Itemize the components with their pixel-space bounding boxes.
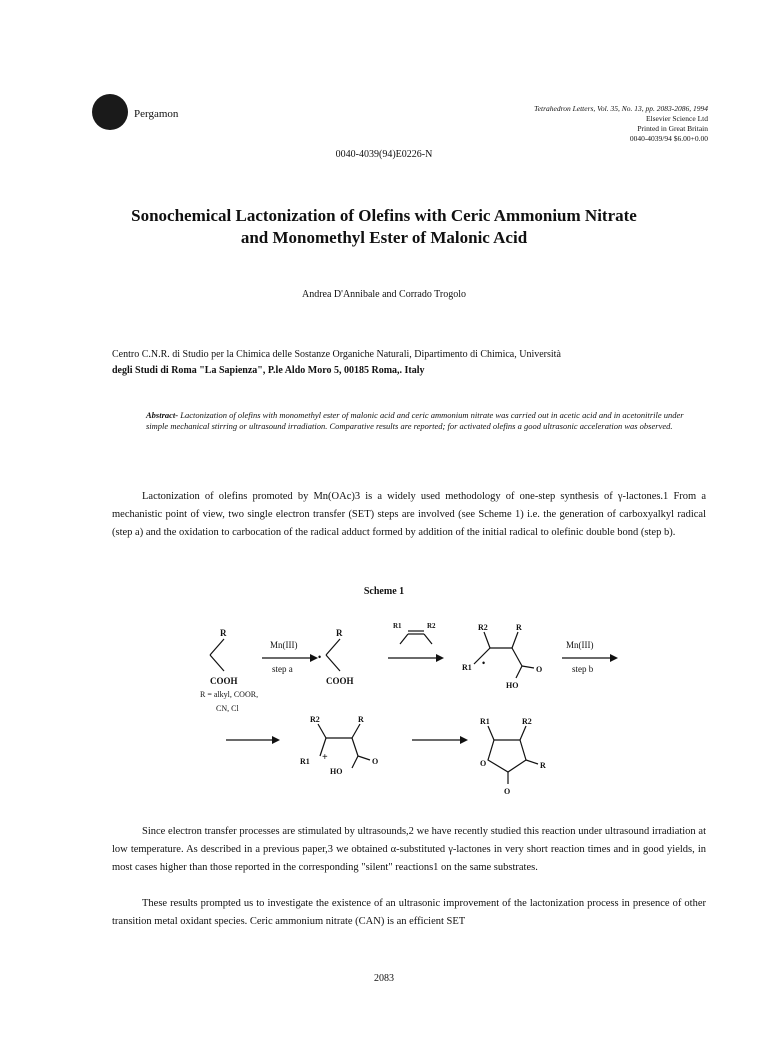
title-line-1: Sonochemical Lactonization of Olefins with Ceric Ammonium Nitrate [131, 206, 637, 225]
scheme-m3-ho: HO [506, 681, 519, 690]
scheme-m4-o: O [372, 757, 379, 766]
scheme-m5-r1: R1 [480, 717, 490, 726]
scheme-m3-dot: • [482, 658, 486, 668]
scheme-m3-r2: R2 [478, 623, 488, 632]
scheme-m4-r1: R1 [300, 757, 310, 766]
scheme-r-definition-1: R = alkyl, COOR, [200, 690, 259, 699]
scheme-mn-b: Mn(III) [566, 640, 594, 650]
affiliation-line-1: Centro C.N.R. di Studio per la Chimica delle Sostanze Organiche Naturali, Dipartimento di Chimica, Università [112, 349, 561, 360]
scheme-olefin-r2: R2 [427, 622, 436, 630]
scheme-m5-r2: R2 [522, 717, 532, 726]
scheme-r-definition-2: CN, Cl [216, 704, 239, 713]
scheme-m4-plus: + [322, 752, 328, 763]
scheme-m4-ho: HO [330, 767, 343, 776]
scheme-m4-r: R [358, 715, 364, 724]
publisher-name: Pergamon [134, 108, 179, 120]
printed-line: Printed in Great Britain [637, 124, 708, 133]
scheme-r-2: R [336, 628, 343, 638]
scheme-cooh-1: COOH [210, 676, 238, 686]
scheme-step-b: step b [572, 664, 594, 674]
scheme-step-a: step a [272, 664, 293, 674]
paragraph-2: Since electron transfer processes are stimulated by ultrasounds,2 we have recently studied this reaction under ultrasound irradiation at low temperature. As described in a previous paper,3 we obtained α-substituted γ-lactones in very short reaction times and in good yields, in most cases higher than those reported in the corresponding "silent" reactions1 on the same substrates. [112, 826, 706, 873]
scheme-r-1: R [220, 628, 227, 638]
scheme-label: Scheme 1 [363, 586, 405, 597]
authors: Andrea D'Annibale and Corrado Trogolo [302, 289, 466, 300]
scheme-m5-r: R [540, 761, 546, 770]
scheme-cooh-2: COOH [326, 676, 354, 686]
abstract-label: Abstract- [146, 410, 179, 420]
abstract-text: Lactonization of olefins with monomethyl ester of malonic acid and ceric ammonium nitrate was carried out in acetic acid and in acetonitrile under simple mechanical stirring or ultrasound irradiation. Comparative results are reported; for activated olefins a good ultrasonic acceleration was observed. [146, 410, 684, 431]
scheme-m4-r2: R2 [310, 715, 320, 724]
scheme-m3-r: R [516, 623, 522, 632]
doi: 0040-4039(94)E0226-N [335, 149, 433, 160]
scheme-m3-o: O [536, 665, 543, 674]
scheme-radical-dot: • [318, 652, 322, 662]
scheme-m3-r1: R1 [462, 663, 472, 672]
paragraph-3: These results prompted us to investigate the existence of an ultrasonic improvement of the lactonization process in presence of other transition metal oxidant species. Ceric ammonium nitrate (CAN) is an efficient SET [112, 898, 706, 927]
scheme-olefin-r1: R1 [393, 622, 402, 630]
paragraph-1: Lactonization of olefins promoted by Mn(OAc)3 is a widely used methodology of one-step synthesis of γ-lactones.1 From a mechanistic point of view, two single electron transfer (SET) steps are involved (see Scheme 1) i.e. the generation of carboxyalkyl radical (step a) and the oxidation to carbocation of the radical adduct formed by addition of the initial radical to olefinic double bond (step b). [112, 491, 706, 538]
scheme-m5-carbonyl-o: O [504, 787, 511, 796]
title-line-2: and Monomethyl Ester of Malonic Acid [240, 228, 528, 247]
scheme-mn-a: Mn(III) [270, 640, 298, 650]
price-line: 0040-4039/94 $6.00+0.00 [629, 134, 708, 143]
journal-citation: Tetrahedron Letters, Vol. 35, No. 13, pp. 2083-2086, 1994 [534, 104, 708, 113]
scheme-m5-ring-o: O [480, 759, 487, 768]
publisher-line: Elsevier Science Ltd [645, 114, 708, 123]
affiliation-line-2: degli Studi di Roma "La Sapienza", P.le Aldo Moro 5, 00185 Roma,. Italy [112, 365, 425, 376]
page-number: 2083 [374, 973, 394, 984]
